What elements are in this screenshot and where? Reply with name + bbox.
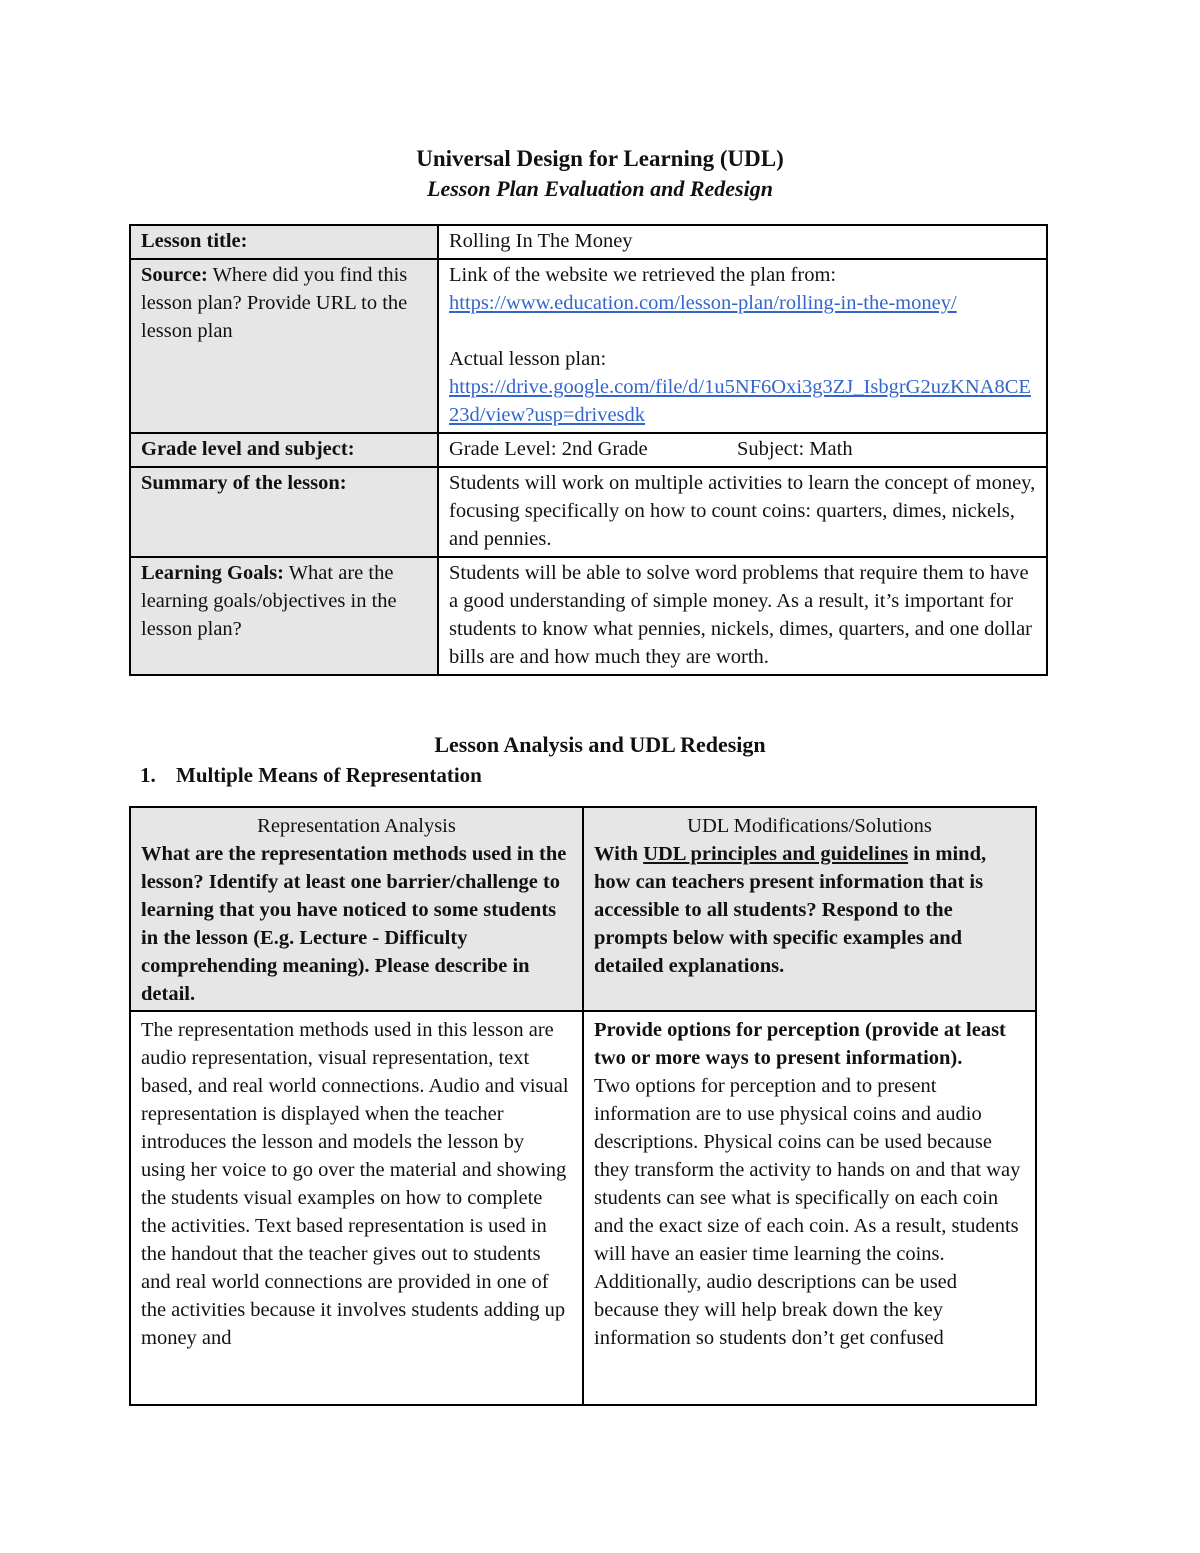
table-row (130, 259, 1047, 433)
udl-modifications-prompt (594, 840, 1025, 980)
table-row (130, 557, 1047, 675)
analysis-title: Lesson Analysis and UDL Redesign (434, 732, 766, 757)
table-row (130, 807, 1036, 1011)
prompt-post: in mind, how can teachers present information that is accessible to all students? Respond to the prompts below with specific examples and detailed explanations. (594, 843, 987, 977)
representation-analysis-header (130, 807, 583, 1011)
page-subtitle: Lesson Plan Evaluation and Redesign (427, 176, 773, 201)
summary-label: Summary of the lesson: (130, 467, 438, 557)
udl-guidelines-link[interactable]: UDL principles and guidelines (643, 843, 909, 865)
table-row (130, 1011, 1036, 1405)
udl-modifications-header (583, 807, 1036, 1011)
website-link[interactable]: https://www.education.com/lesson-plan/rolling-in-the-money/ (449, 292, 957, 314)
table-row (130, 225, 1047, 259)
website-intro: Link of the website we retrieved the plan from: (449, 264, 837, 286)
goals-value: Students will be able to solve word problems that require them to have a good understanding of simple money. As a result, it’s important for students to know what pennies, nickels, dimes, quarters, and one dollar bills are and how much they are worth. (438, 557, 1047, 675)
prompt-pre: With (594, 843, 644, 865)
grade-label: Grade level and subject: (130, 433, 438, 467)
lesson-info-table (129, 224, 1048, 676)
subject-value: Subject: Math (737, 438, 853, 460)
representation-analysis-prompt: What are the representation methods used in the lesson? Identify at least one barrier/challenge to learning that you have noticed to some students in the lesson (E.g. Lecture - Difficulty comprehending meaning). Please describe in detail. (141, 843, 567, 1005)
actual-plan-intro: Actual lesson plan: (449, 348, 607, 370)
source-label-cell (130, 259, 438, 433)
actual-plan-link[interactable]: https://drive.google.com/file/d/1u5NF6Oxi3g3ZJ_IsbgrG2uzKNA8CE23d/view?usp=drivesdk (449, 376, 1031, 426)
table-row (130, 467, 1047, 557)
grade-level-value: Grade Level: 2nd Grade (449, 438, 648, 460)
representation-analysis-title: Representation Analysis (257, 815, 456, 837)
source-value-cell (438, 259, 1047, 433)
table-row (130, 433, 1047, 467)
goals-label: Learning Goals: (141, 562, 284, 584)
representation-analysis-body: The representation methods used in this lesson are audio representation, visual representation, text based, and real world connections. Audio and visual representation is displayed when the teacher introduces the lesson and models the lesson by using her voice to go over the material and showing the students visual examples on how to complete the activities. Text based representation is used in the handout that the teacher gives out to students and real world connections are provided in one of the activities because it involves students adding up money and (130, 1011, 583, 1405)
source-label: Source: (141, 264, 208, 286)
section-title: Multiple Means of Representation (176, 763, 482, 787)
section-heading (140, 760, 482, 790)
lesson-title-value: Rolling In The Money (438, 225, 1047, 259)
perception-prompt: Provide options for perception (provide at least two or more ways to present information). (594, 1019, 1006, 1069)
section-number: 1. (140, 763, 156, 787)
goals-label-cell (130, 557, 438, 675)
source-prompt: Where did you find this lesson plan? Provide URL to the lesson plan (141, 264, 408, 342)
udl-modifications-title: UDL Modifications/Solutions (687, 815, 932, 837)
spacer (449, 317, 1036, 345)
lesson-title-label: Lesson title: (130, 225, 438, 259)
page-title: Universal Design for Learning (UDL) (416, 146, 784, 171)
udl-analysis-table (129, 806, 1037, 1406)
perception-response: Two options for perception and to present information are to use physical coins and audio descriptions. Physical coins can be used because they transform the activity to hands on and that way students can see what is specifically on each coin and the exact size of each coin. As a result, students will have an easier time learning the coins. Additionally, audio descriptions can be used because they will help break down the key information so students don’t get confused (594, 1075, 1021, 1349)
summary-value: Students will work on multiple activities to learn the concept of money, focusing specifically on how to count coins: quarters, dimes, nickels, and pennies. (438, 467, 1047, 557)
grade-value-cell (438, 433, 1047, 467)
goals-prompt: What are the learning goals/objectives in the lesson plan? (141, 562, 397, 640)
udl-modifications-body (583, 1011, 1036, 1405)
